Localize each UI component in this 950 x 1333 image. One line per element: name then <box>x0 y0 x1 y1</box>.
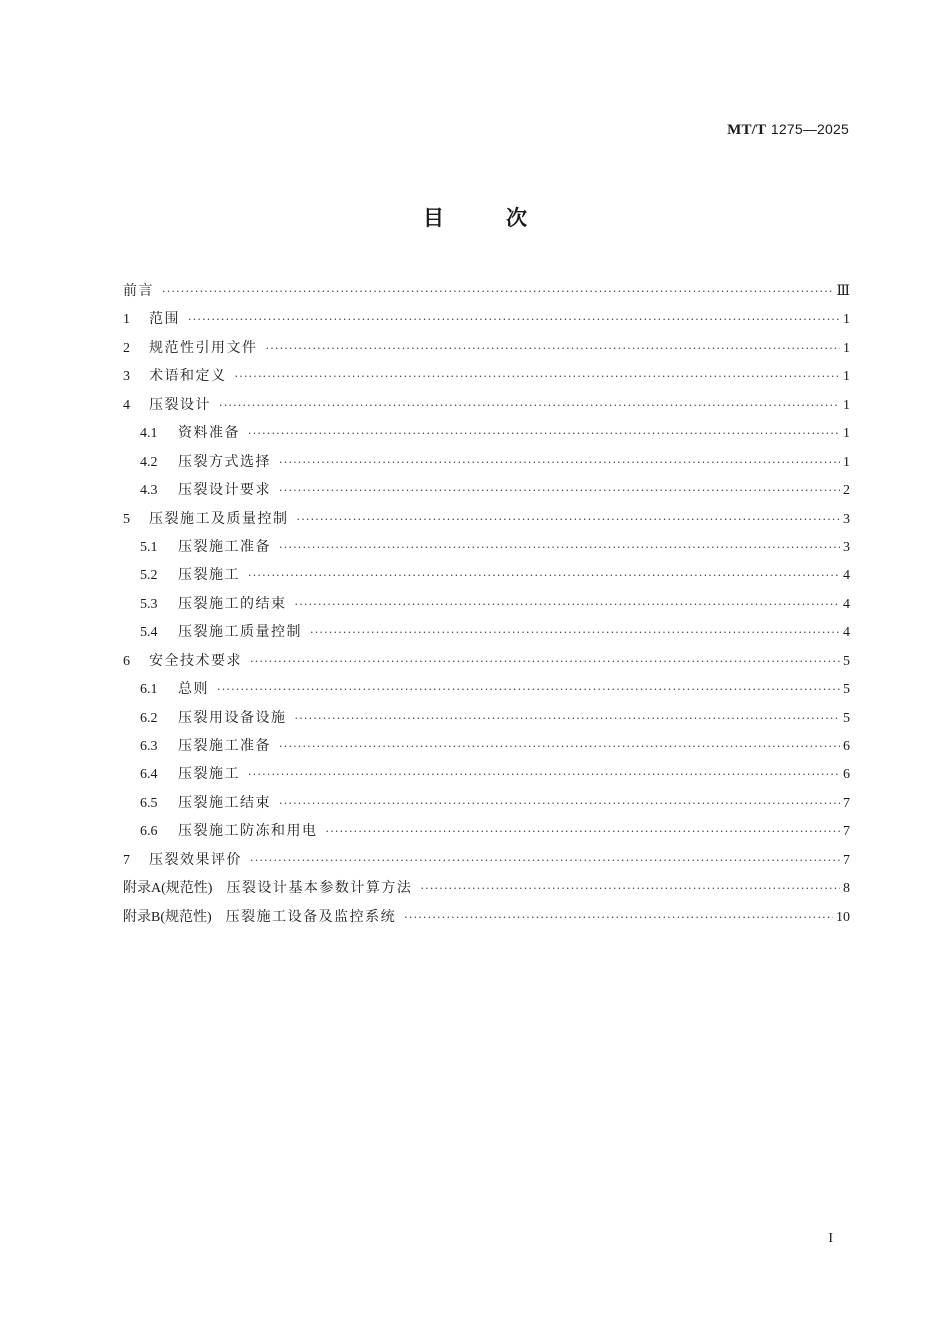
toc-entry-title: 术语和定义 <box>149 368 227 385</box>
toc-entry-page: 7 <box>843 852 850 868</box>
toc-entry-page: 2 <box>843 483 850 499</box>
toc-dot-leader <box>295 591 841 619</box>
toc-entry[interactable] <box>123 675 850 703</box>
toc-entry-title: 压裂设计要求 <box>178 482 271 499</box>
toc-entry[interactable] <box>123 846 850 874</box>
toc-entry-number: 6.1 <box>140 682 158 698</box>
toc-entry[interactable] <box>123 874 850 902</box>
toc-entry-number: 4.3 <box>140 483 158 499</box>
toc-entry-page: 6 <box>843 767 850 783</box>
toc-dot-leader <box>420 875 840 903</box>
toc-entry-page: 5 <box>843 682 850 698</box>
toc-entry[interactable] <box>123 618 850 646</box>
toc-entry-page: 8 <box>843 881 850 897</box>
toc-entry-number: 5.4 <box>140 625 158 641</box>
toc-entry-number: 6 <box>123 653 130 669</box>
toc-entry-number: 4 <box>123 397 130 413</box>
toc-dot-leader <box>279 790 840 818</box>
toc-entry-title: 压裂施工及质量控制 <box>149 510 289 527</box>
toc-entry-page: 1 <box>843 369 850 385</box>
toc-entry[interactable] <box>123 789 850 817</box>
toc-entry-title: 压裂效果评价 <box>149 851 242 868</box>
toc-dot-leader <box>248 420 840 448</box>
toc-entry-page: 4 <box>843 625 850 641</box>
toc-entry-page: 7 <box>843 824 850 840</box>
toc-entry-page: 1 <box>843 426 850 442</box>
toc-entry-number: 5.2 <box>140 568 158 584</box>
toc-entry[interactable] <box>123 305 850 333</box>
toc-entry[interactable] <box>123 334 850 362</box>
toc-entry-number: 6.5 <box>140 795 158 811</box>
toc-entry-title: 压裂方式选择 <box>178 453 271 470</box>
toc-entry[interactable] <box>123 732 850 760</box>
toc-entry-page: 7 <box>843 795 850 811</box>
toc-entry-title: 压裂施工的结束 <box>178 595 287 612</box>
toc-dot-leader <box>235 363 841 391</box>
toc-entry[interactable] <box>123 533 850 561</box>
toc-entry-number: 5.1 <box>140 539 158 555</box>
toc-entry-page: 1 <box>843 454 850 470</box>
toc-entry-page: 1 <box>843 397 850 413</box>
toc-entry-title: 压裂施工 <box>178 567 240 584</box>
toc-dot-leader <box>279 449 840 477</box>
toc-entry-title: 压裂设计 <box>149 396 211 413</box>
toc-entry-page: Ⅲ <box>836 284 850 299</box>
toc-dot-leader <box>248 562 840 590</box>
toc-entry-number: 附录B(规范性) <box>123 909 212 925</box>
toc-entry-number: 5.3 <box>140 596 158 612</box>
toc-dot-leader <box>219 392 840 420</box>
page-number: I <box>828 1231 833 1246</box>
toc-entry[interactable] <box>123 448 850 476</box>
toc-entry-title: 前言 <box>123 283 154 299</box>
toc-dot-leader <box>266 335 841 363</box>
toc-entry-page: 1 <box>843 312 850 328</box>
toc-dot-leader <box>162 278 833 306</box>
toc-entry-page: 3 <box>843 511 850 527</box>
toc-entry-page: 4 <box>843 568 850 584</box>
standard-code-number: 1275—2025 <box>770 121 849 137</box>
toc-entry-page: 5 <box>843 710 850 726</box>
toc-dot-leader <box>250 648 840 676</box>
toc-entry[interactable] <box>123 561 850 589</box>
toc-entry-number: 1 <box>123 312 130 328</box>
toc-entry[interactable] <box>123 760 850 788</box>
toc-entry[interactable] <box>123 704 850 732</box>
toc-entry-title: 压裂施工设备及监控系统 <box>225 908 397 925</box>
toc-entry-number: 4.2 <box>140 454 158 470</box>
toc-entry-title: 压裂施工防冻和用电 <box>178 823 318 840</box>
toc-entry-number: 7 <box>123 852 130 868</box>
toc-entry-page: 3 <box>843 539 850 555</box>
toc-entry[interactable] <box>123 817 850 845</box>
toc-entry[interactable] <box>123 476 850 504</box>
toc-entry-title: 压裂施工 <box>178 766 240 783</box>
title-char-2: 次 <box>506 206 527 230</box>
toc-entry-number: 3 <box>123 369 130 385</box>
toc-entry-title: 资料准备 <box>178 425 240 442</box>
toc-dot-leader <box>310 619 840 647</box>
title-char-1: 目 <box>423 206 444 230</box>
toc-entry-title: 压裂设计基本参数计算方法 <box>226 880 413 897</box>
toc-dot-leader <box>404 904 833 932</box>
toc-dot-leader <box>297 506 841 534</box>
toc-entry[interactable] <box>123 362 850 390</box>
page-title <box>0 202 950 232</box>
toc-dot-leader <box>279 733 840 761</box>
toc-entry-title: 压裂施工结束 <box>178 794 271 811</box>
toc-entry-number: 5 <box>123 511 130 527</box>
toc-entry[interactable] <box>123 277 850 305</box>
toc-dot-leader <box>250 847 840 875</box>
toc-entry-number: 4.1 <box>140 426 158 442</box>
toc-entry-title: 安全技术要求 <box>149 652 242 669</box>
toc-entry-title: 范围 <box>149 311 180 328</box>
toc-dot-leader <box>279 534 840 562</box>
toc-entry-number: 2 <box>123 340 130 356</box>
toc-entry-page: 5 <box>843 653 850 669</box>
toc-entry-page: 6 <box>843 739 850 754</box>
toc-entry-title: 规范性引用文件 <box>149 339 258 356</box>
toc-entry[interactable] <box>123 419 850 447</box>
toc-entry[interactable] <box>123 391 850 419</box>
toc-entry[interactable] <box>123 505 850 533</box>
toc-entry-page: 4 <box>843 596 850 612</box>
toc-dot-leader <box>188 306 840 334</box>
toc-entry-number: 附录A(规范性) <box>123 881 213 897</box>
toc-entry-number: 6.3 <box>140 739 158 754</box>
toc-entry[interactable] <box>123 647 850 675</box>
standard-code-prefix: MT/T <box>727 122 767 138</box>
toc-dot-leader <box>279 477 840 505</box>
standard-code <box>727 121 849 139</box>
toc-dot-leader <box>217 676 840 704</box>
toc-entry-title: 总则 <box>178 681 209 698</box>
toc-dot-leader <box>326 818 841 846</box>
toc-entry-page: 1 <box>843 340 850 356</box>
toc-entry-number: 6.6 <box>140 824 158 840</box>
toc-entry[interactable] <box>123 903 850 931</box>
toc-dot-leader <box>248 761 840 789</box>
toc-dot-leader <box>295 705 841 733</box>
toc-entry-title: 压裂施工质量控制 <box>178 624 302 641</box>
toc-entry-title: 压裂施工准备 <box>178 538 271 555</box>
toc-entry[interactable] <box>123 590 850 618</box>
toc-entry-title: 压裂用设备设施 <box>178 709 287 726</box>
toc-entry-number: 6.2 <box>140 710 158 726</box>
table-of-contents <box>123 277 850 931</box>
toc-entry-title: 压裂施工准备 <box>178 738 271 754</box>
toc-entry-page: 10 <box>836 909 850 925</box>
toc-entry-number: 6.4 <box>140 767 158 783</box>
